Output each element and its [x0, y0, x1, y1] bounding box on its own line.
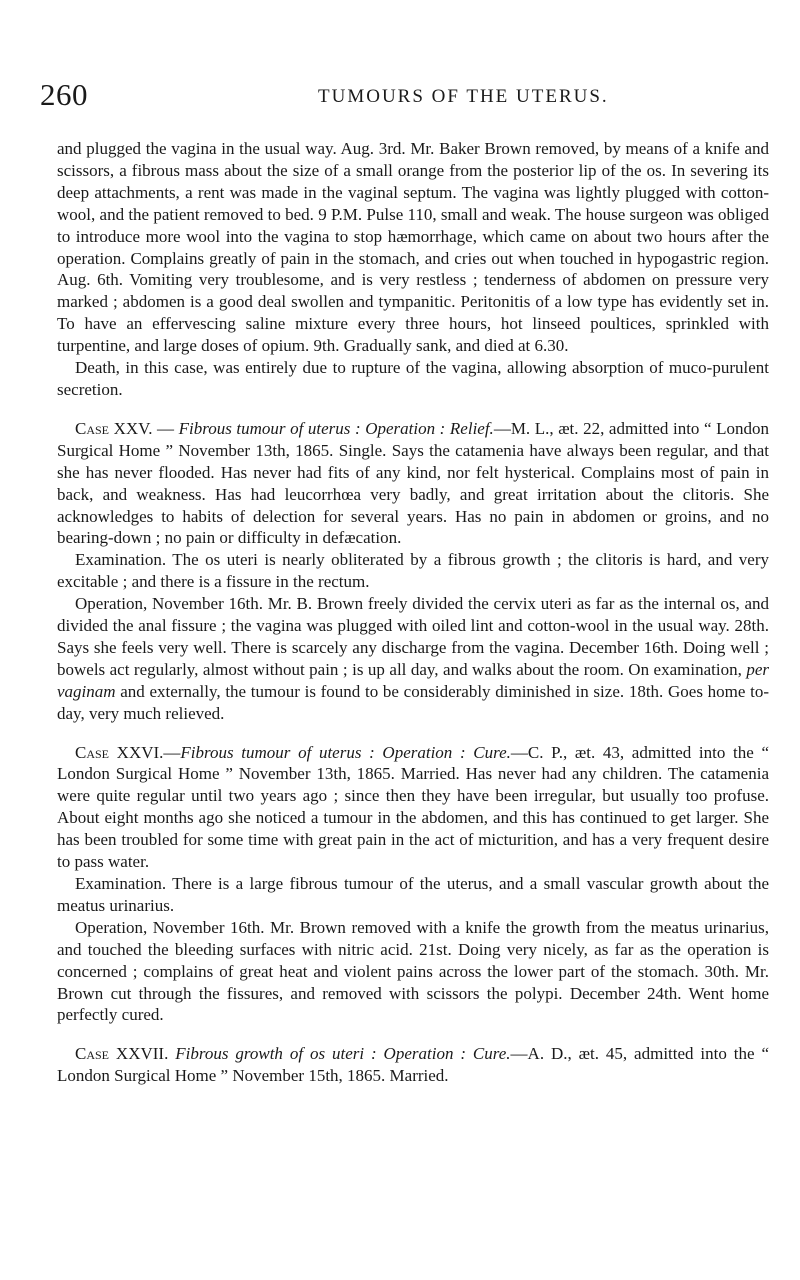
case-26-paragraph [57, 742, 769, 873]
page-header [40, 78, 770, 112]
page-body [57, 138, 769, 1087]
case-26-operation: Operation, November 16th. Mr. Brown removed with a knife the growth from the meatus urinarius, and touched the bleeding surfaces with nitric acid. 21st. Doing very nicely, as far as the operation is concerned ; complains of great heat and violent pains across the lower part of the stomach. 30th. Mr. Brown cut through the fissures, and removed with scissors the polypi. December 24th. Went home perfectly cured. [57, 917, 769, 1025]
page-number: 260 [40, 77, 88, 112]
case-25-title: Fibrous tumour of uterus : Operation : Relief. [178, 418, 494, 438]
case-25-operation-text-b: and externally, the tumour is found to be considerably diminished in size. 18th. Goes home to-day, very much relieved. [57, 681, 769, 723]
case-26-dash: — [163, 742, 181, 762]
case-26-heading: Case XXVI. [75, 742, 164, 762]
case-27-title: Fibrous growth of os uteri : Operation : Cure. [175, 1044, 511, 1064]
case-25-examination: Examination. The os uteri is nearly obliterated by a fibrous growth ; the clitoris is hard, and very excitable ; and there is a fissure in the rectum. [57, 550, 769, 592]
case-25-paragraph [57, 418, 769, 549]
case-25-operation-italic: per vaginam [57, 659, 769, 701]
case-27-heading: Case XXVII. [75, 1044, 169, 1064]
case-25-dash: — [152, 418, 179, 438]
case-25-heading: Case XXV. [75, 418, 153, 438]
case-26-text: —C. P., æt. 43, admitted into the “ London Surgical Home ” November 13th, 1865. Married. Has never had any children. The catamenia were quite regular until two years ago ; since then they have been irregular, but usually too profuse. About eight months ago she noticed a tumour in the abdomen, and this has continued to get larger. She has been troubled for some time with great pain in the act of micturition, and has a very frequent desire to pass water. [57, 742, 770, 872]
case-25-text: —M. L., æt. 22, admitted into “ London Surgical Home ” November 13th, 1865. Single. Says the catamenia have always been regular, and that she has never flooded. Has never had fits of any kind, nor felt hysterical. Complains most of pain in back, and weakness. Has had leucorrhœa very badly, and great irritation about the clitoris. She acknowledges to habits of delection for several years. Has no pain in abdomen or groins, and no bearing-down ; no pain or difficulty in defæcation. [57, 418, 770, 548]
case-25-operation-text-a: Operation, November 16th. Mr. B. Brown freely divided the cervix uteri as far as the internal os, and divided the anal fissure ; the vagina was plugged with oiled lint and cotton-wool in the usual way. 28th. Says she feels very well. There is scarcely any discharge from the vagina. December 16th. Doing well ; bowels act regularly, almost without pain ; is up all day, and walks about the room. On examination, [57, 594, 769, 679]
case-25-operation [57, 593, 769, 724]
case-27-text: —A. D., æt. 45, admitted into the “ London Surgical Home ” November 15th, 1865. Married. [57, 1044, 770, 1086]
case-26-title: Fibrous tumour of uterus : Operation : Cure. [180, 742, 511, 762]
paragraph-continuation: and plugged the vagina in the usual way. Aug. 3rd. Mr. Baker Brown removed, by means of a knife and scissors, a fibrous mass about the size of a small orange from the posterior lip of the os. In severing its deep attachments, a rent was made in the vaginal septum. The vagina was lightly plugged with cotton-wool, and the patient removed to bed. 9 P.M. Pulse 110, small and weak. The house surgeon was obliged to introduce more wool into the vagina to stop hæmorrhage, which came on about two hours after the operation. Complains greatly of pain in the stomach, and cries out when touched in hypogastric region. Aug. 6th. Vomiting very troublesome, and is very restless ; tenderness of abdomen on pressure very marked ; abdomen is a good deal swollen and tympanitic. Peritonitis of a low type has evidently set in. To have an effervescing saline mixture every three hours, hot linseed poultices, sprinkled with turpentine, and large doses of opium. 9th. Gradually sank, and died at 6.30. [57, 139, 769, 356]
running-title: TUMOURS OF THE UTERUS. [318, 86, 609, 107]
case-27-paragraph [57, 1043, 769, 1087]
case-26-examination: Examination. There is a large fibrous tumour of the uterus, and a small vascular growth about the meatus urinarius. [57, 874, 769, 915]
paragraph-death-note: Death, in this case, was entirely due to rupture of the vagina, allowing absorption of muco-purulent secretion. [57, 358, 769, 399]
